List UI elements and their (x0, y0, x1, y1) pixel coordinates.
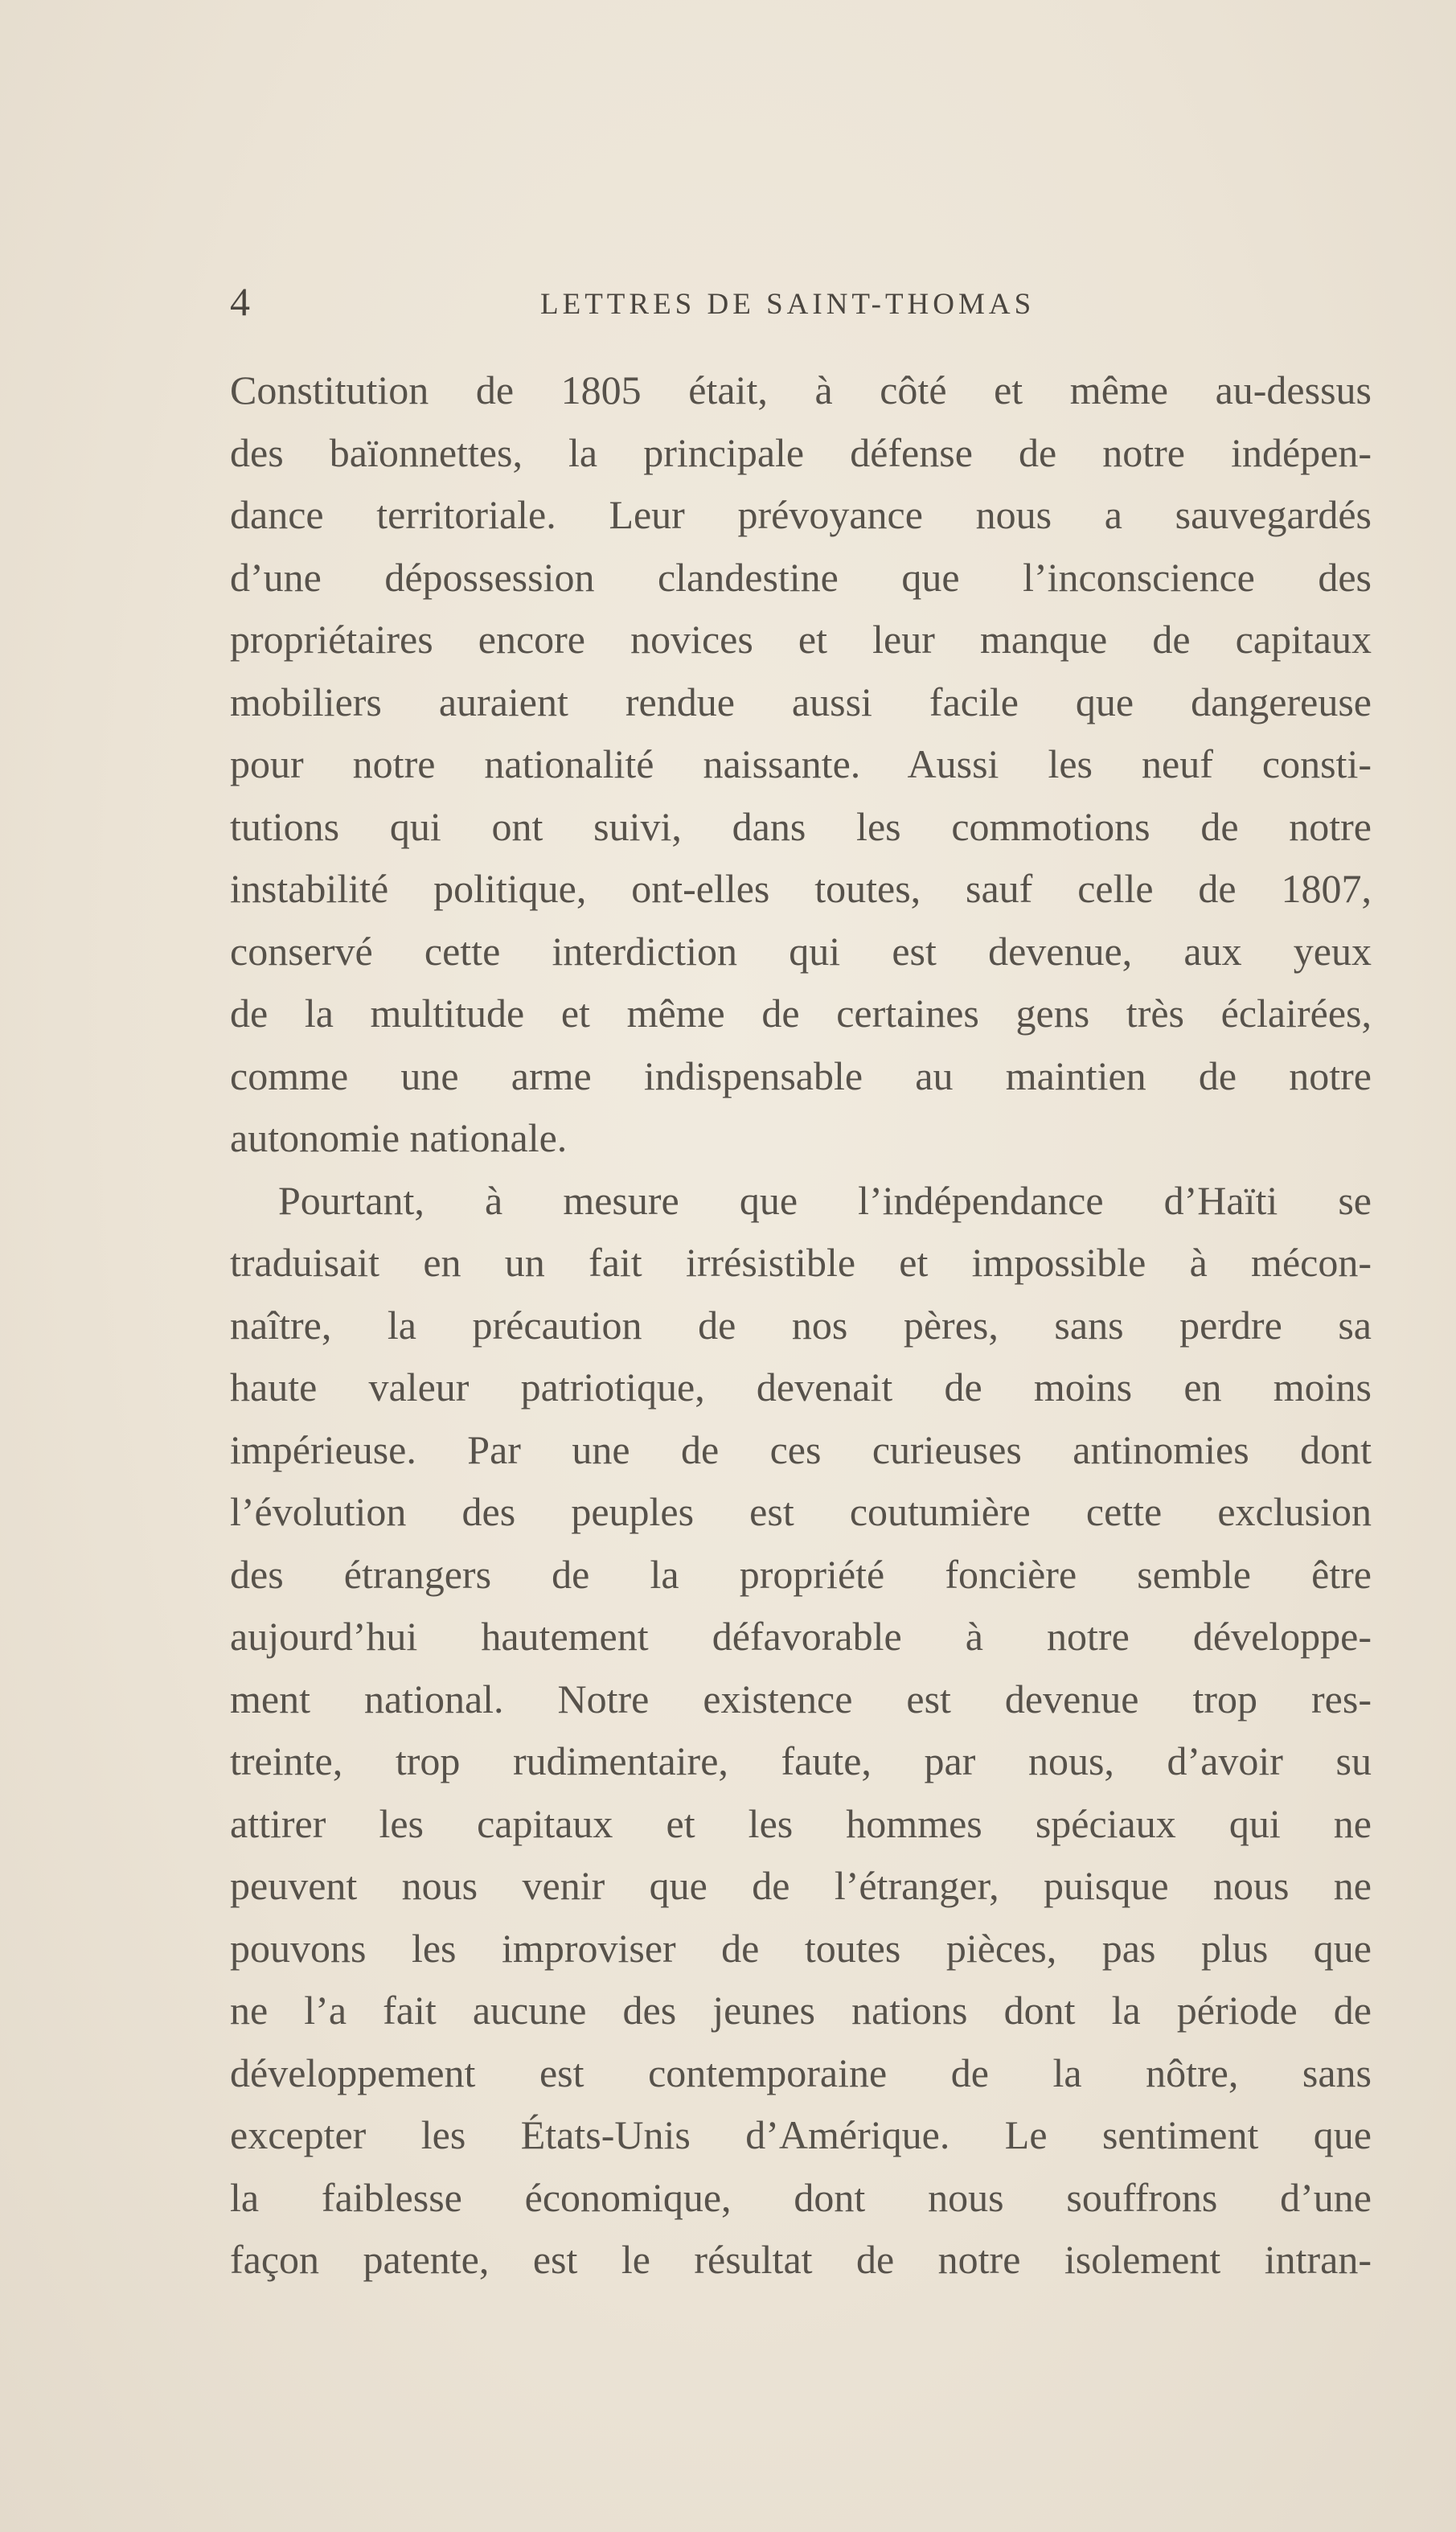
body-text (230, 359, 1372, 2292)
paragraph-start-line: Pourtant, à mesure que l’indépendance d’Haïti se (278, 1177, 1372, 1223)
text-line: d’une dépossession clandestine que l’inconscience des (230, 554, 1372, 600)
text-line: ne l’a fait aucune des jeunes nations dont la période de (230, 1988, 1372, 2033)
text-line: impérieuse. Par une de ces curieuses antinomies dont (230, 1426, 1372, 1472)
text-line: comme une arme indispensable au maintien de notre (230, 1053, 1372, 1098)
text-line: conservé cette interdiction qui est devenue, aux yeux (230, 928, 1372, 974)
text-line: pour notre nationalité naissante. Aussi les neuf consti- (230, 741, 1372, 786)
text-line: attirer les capitaux et les hommes spéciaux qui ne (230, 1800, 1372, 1846)
text-line: naître, la précaution de nos pères, sans perdre sa (230, 1302, 1372, 1348)
text-line: mobiliers auraient rendue aussi facile que dangereuse (230, 679, 1372, 724)
text-line: l’évolution des peuples est coutumière cette exclusion (230, 1489, 1372, 1534)
text-line: peuvent nous venir que de l’étranger, puisque nous ne (230, 1863, 1372, 1908)
running-head (230, 277, 1372, 326)
text-line: haute valeur patriotique, devenait de moins en moins (230, 1364, 1372, 1410)
text-line: façon patente, est le résultat de notre isolement intran- (230, 2237, 1372, 2282)
text-line: des étrangers de la propriété foncière semble être (230, 1551, 1372, 1597)
text-line: aujourd’hui hautement défavorable à notre développe- (230, 1614, 1372, 1659)
text-line: pouvons les improviser de toutes pièces, pas plus que (230, 1925, 1372, 1971)
text-line: treinte, trop rudimentaire, faute, par nous, d’avoir su (230, 1738, 1372, 1783)
text-line: développement est contemporaine de la nôtre, sans (230, 2050, 1372, 2095)
running-title: LETTRES DE SAINT-THOMAS (540, 288, 1036, 321)
text-line: tutions qui ont suivi, dans les commotions de notre (230, 803, 1372, 849)
paragraph-end-line: autonomie nationale. (230, 1115, 568, 1160)
text-line: dance territoriale. Leur prévoyance nous a sauvegardés (230, 492, 1372, 537)
text-line: ment national. Notre existence est devenue trop res- (230, 1676, 1372, 1722)
text-line: Constitution de 1805 était, à côté et même au-dessus (230, 367, 1372, 412)
text-line: la faiblesse économique, dont nous souffrons d’une (230, 2174, 1372, 2220)
text-line: excepter les États-Unis d’Amérique. Le sentiment que (230, 2112, 1372, 2157)
text-line: propriétaires encore novices et leur manque de capitaux (230, 617, 1372, 662)
page-number: 4 (230, 279, 250, 324)
text-line: de la multitude et même de certaines gens très éclairées, (230, 991, 1372, 1036)
text-line: des baïonnettes, la principale défense de notre indépen- (230, 429, 1372, 475)
text-line: instabilité politique, ont-elles toutes, sauf celle de 1807, (230, 866, 1372, 911)
text-line: traduisait en un fait irrésistible et impossible à mécon- (230, 1240, 1372, 1285)
